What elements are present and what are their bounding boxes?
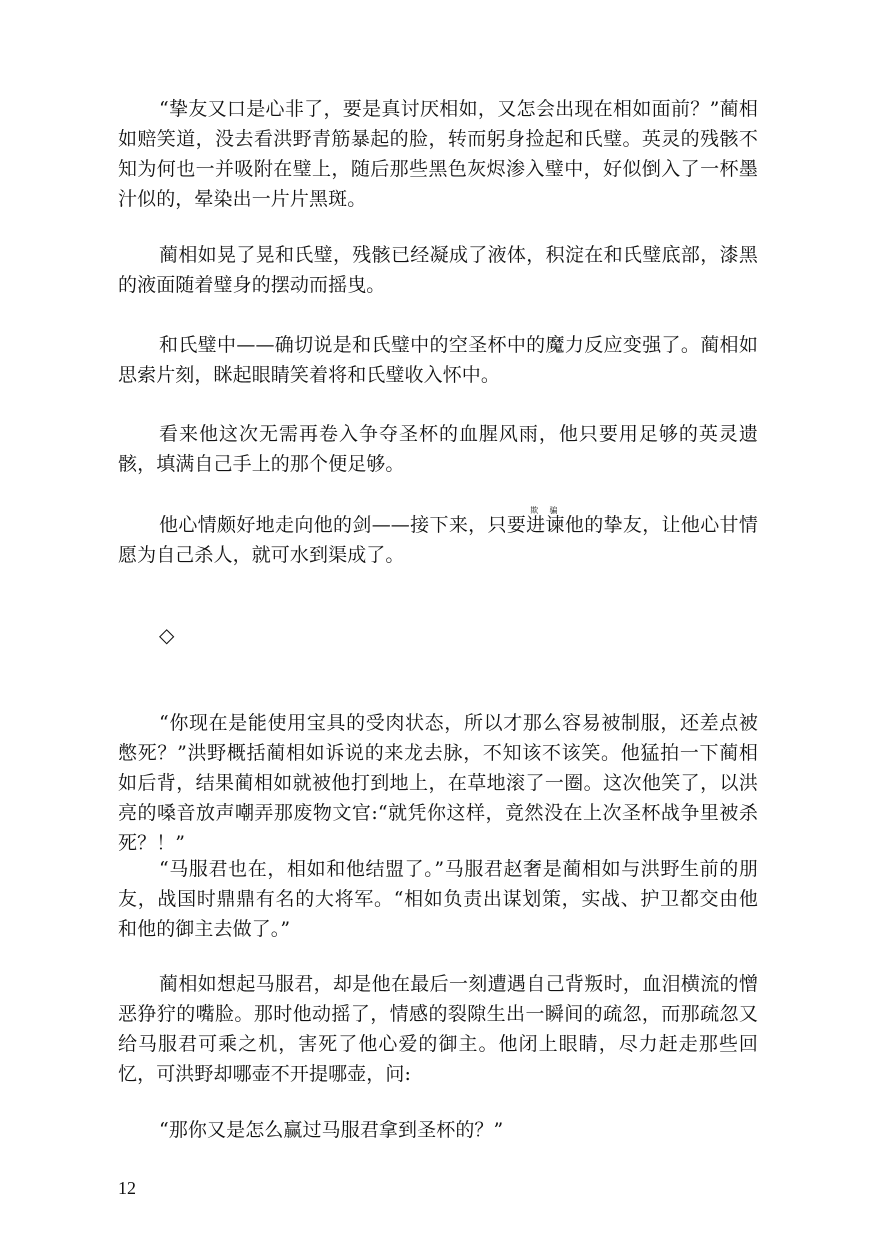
paragraph: 看来他这次无需再卷入争夺圣杯的血腥风雨，他只要用足够的英灵遗骸，填满自己手上的那个便足够。 — [118, 423, 758, 475]
paragraph-text: 他心情颇好地走向他的剑——接下来，只要 — [159, 514, 527, 536]
paragraph: “那你又是怎么赢过马服君拿到圣杯的？” — [159, 1119, 504, 1141]
section-divider: ◇ — [159, 623, 175, 647]
paragraph: 蔺相如晃了晃和氏璧，残骸已经凝成了液体，积淀在和氏璧底部，漆黑的液面随着璧身的摆动而摇曳。 — [118, 244, 758, 296]
paragraph: “你现在是能使用宝具的受肉状态，所以才那么容易被制服，还差点被憋死？”洪野概括蔺相如诉说的来龙去脉，不知该不该笑。他猛拍一下蔺相如后背，结果蔺相如就被他打到地上，在草地滚了一圈。这次他笑了，以洪亮的嗓音放声嘲弄那废物文官:“就凭你这样，竟然没在上次圣杯战争里被杀死？！” — [118, 712, 758, 854]
ruby-base: 进谏 — [526, 514, 565, 536]
paragraph: “马服君也在，相如和他结盟了。”马服君赵奢是蔺相如与洪野生前的朋友，战国时鼎鼎有名的大将军。“相如负责出谋划策，实战、护卫都交由他和他的御主去做了。” — [118, 858, 758, 940]
paragraph: 蔺相如想起马服君，却是他在最后一刻遭遇自己背叛时，血泪横流的憎恶狰狞的嘴脸。那时他动摇了，情感的裂隙生出一瞬间的疏忽，而那疏忽又给马服君可乘之机，害死了他心爱的御主。他闭上眼睛，尽力赶走那些回忆，可洪野却哪壶不开提哪壶，问: — [118, 973, 758, 1085]
page-number: 12 — [118, 1178, 136, 1198]
paragraph-with-ruby — [118, 506, 758, 570]
paragraph-text: 他的挚友，让他心甘情愿为自己杀人，就可水到渠成了。 — [118, 514, 758, 566]
ruby-annotation — [526, 506, 565, 536]
ruby-text: 欺骗 — [526, 506, 565, 515]
paragraph: 和氏璧中——确切说是和氏璧中的空圣杯中的魔力反应变强了。蔺相如思索片刻，眯起眼睛笑着将和氏璧收入怀中。 — [118, 334, 758, 386]
paragraph: “挚友又口是心非了，要是真讨厌相如，又怎会出现在相如面前？”蔺相如赔笑道，没去看洪野青筋暴起的脸，转而躬身捡起和氏璧。英灵的残骸不知为何也一并吸附在璧上，随后那些黑色灰烬渗入璧中，好似倒入了一杯墨汁似的，晕染出一片片黑斑。 — [118, 98, 758, 210]
